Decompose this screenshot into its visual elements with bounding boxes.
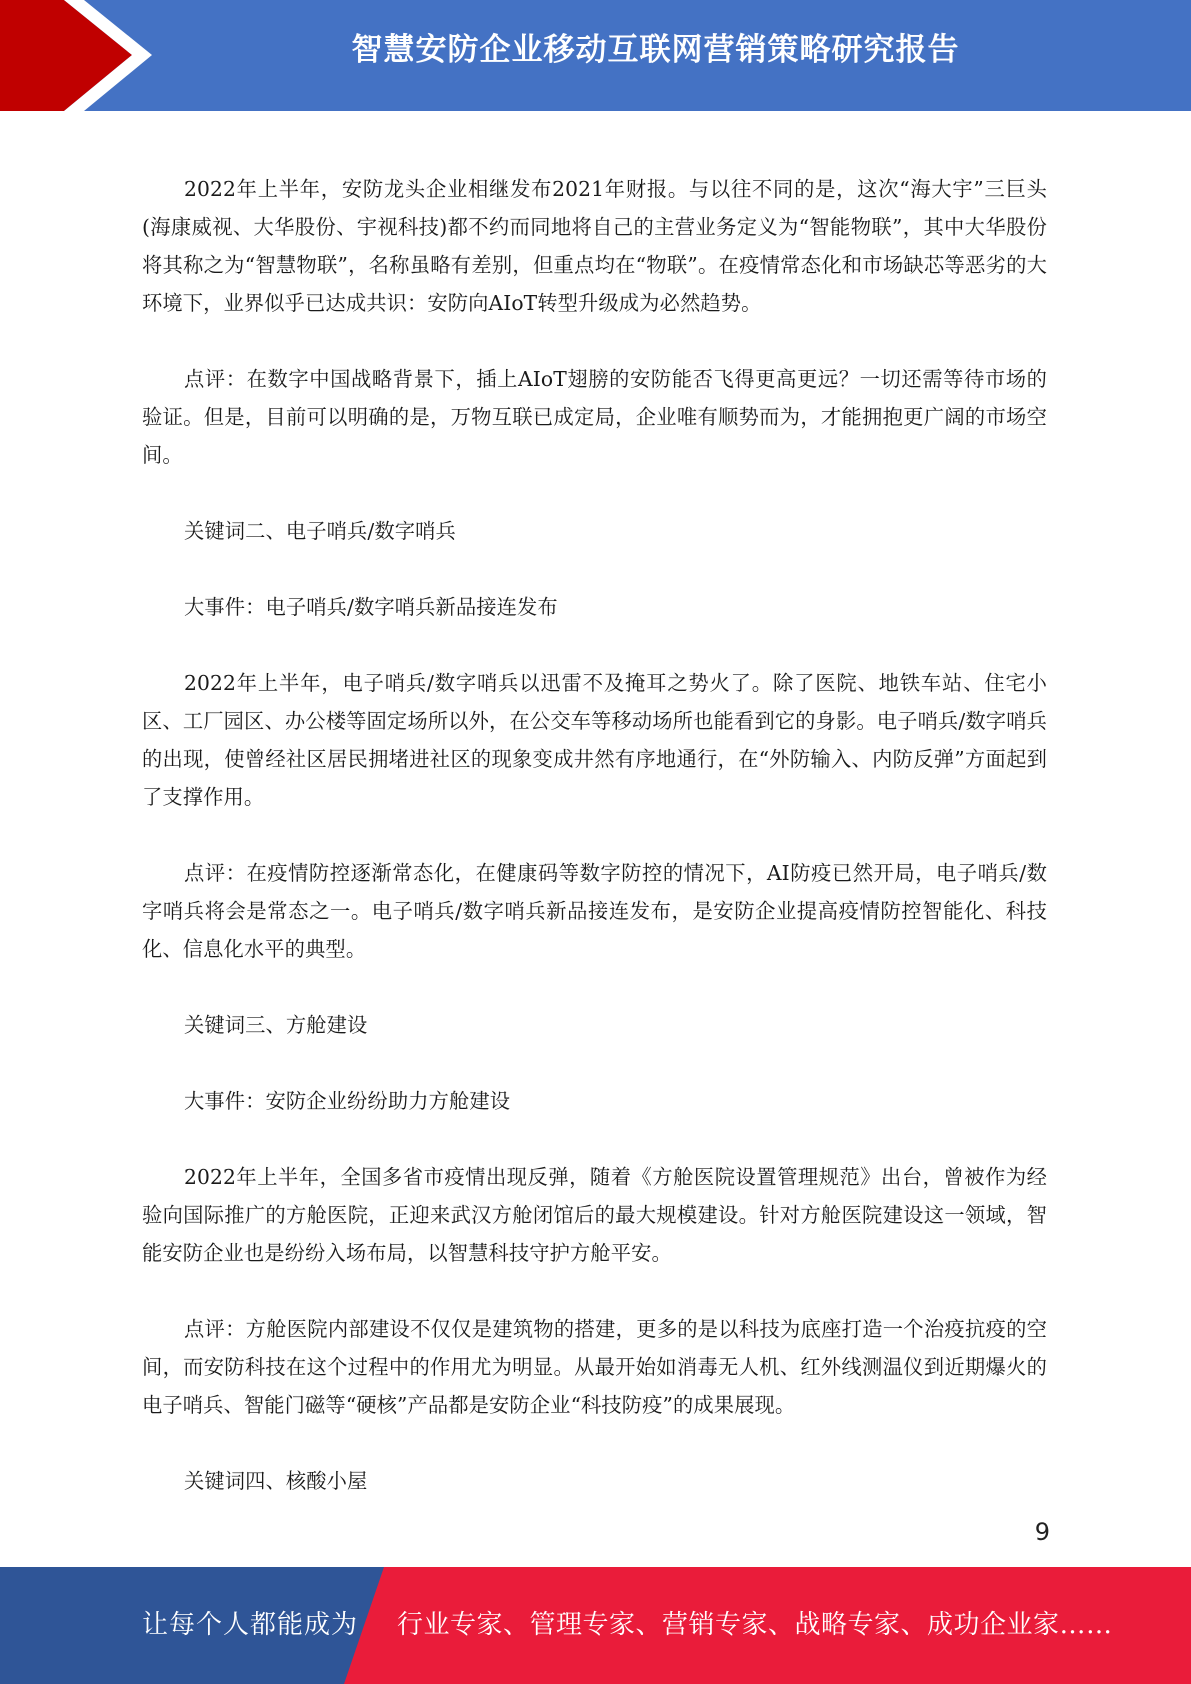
event-heading-2: 大事件：电子哨兵/数字哨兵新品接连发布: [184, 595, 558, 619]
footer-slogan-right: 行业专家、管理专家、营销专家、战略专家、成功企业家……: [397, 1610, 1113, 1640]
page-footer: [0, 1567, 1191, 1684]
page-number: 9: [1034, 1518, 1050, 1546]
main-content: [142, 170, 1047, 1538]
header-arrow-decoration: [0, 0, 200, 111]
paragraph-cabin-hospital: 2022年上半年，全国多省市疫情出现反弹，随着《方舱医院设置管理规范》出台，曾被作为经验向国际推广的方舱医院，正迎来武汉方舱闭馆后的最大规模建设。针对方舱医院建设这一领域，智能安防企业也是纷纷入场布局，以智慧科技守护方舱平安。: [142, 1165, 1047, 1265]
keyword-heading-2: 关键词二、电子哨兵/数字哨兵: [184, 519, 456, 543]
paragraph-comment-sentry: 点评：在疫情防控逐渐常态化，在健康码等数字防控的情况下，AI防疫已然开局，电子哨兵/数字哨兵将会是常态之一。电子哨兵/数字哨兵新品接连发布，是安防企业提高疫情防控智能化、科技化、信息化水平的典型。: [142, 861, 1047, 961]
footer-slogan-left: 让每个人都能成为: [142, 1610, 359, 1640]
keyword-heading-3: 关键词三、方舱建设: [184, 1013, 368, 1037]
report-title: 智慧安防企业移动互联网营销策略研究报告: [351, 32, 960, 68]
paragraph-electronic-sentry: 2022年上半年，电子哨兵/数字哨兵以迅雷不及掩耳之势火了。除了医院、地铁车站、住宅小区、工厂园区、办公楼等固定场所以外，在公交车等移动场所也能看到它的身影。电子哨兵/数字哨兵的出现，使曾经社区居民拥堵进社区的现象变成井然有序地通行，在“外防输入、内防反弹”方面起到了支撑作用。: [142, 671, 1047, 809]
event-heading-3: 大事件：安防企业纷纷助力方舱建设: [184, 1089, 511, 1113]
paragraph-comment-cabin: 点评：方舱医院内部建设不仅仅是建筑物的搭建，更多的是以科技为底座打造一个治疫抗疫的空间，而安防科技在这个过程中的作用尤为明显。从最开始如消毒无人机、红外线测温仪到近期爆火的电子哨兵、智能门磁等“硬核”产品都是安防企业“科技防疫”的成果展现。: [142, 1317, 1047, 1417]
paragraph-financial-reports: 2022年上半年，安防龙头企业相继发布2021年财报。与以往不同的是，这次“海大宇”三巨头(海康威视、大华股份、宇视科技)都不约而同地将自己的主营业务定义为“智能物联”，其中大华股份将其称之为“智慧物联”，名称虽略有差别，但重点均在“物联”。在疫情常态化和市场缺芯等恶劣的大环境下，业界似乎已达成共识：安防向AIoT转型升级成为必然趋势。: [142, 177, 1047, 315]
paragraph-comment-aiot: 点评：在数字中国战略背景下，插上AIoT翅膀的安防能否飞得更高更远？一切还需等待市场的验证。但是，目前可以明确的是，万物互联已成定局，企业唯有顺势而为，才能拥抱更广阔的市场空间。: [142, 367, 1047, 467]
page-header: [0, 0, 1191, 111]
keyword-heading-4: 关键词四、核酸小屋: [184, 1469, 368, 1493]
